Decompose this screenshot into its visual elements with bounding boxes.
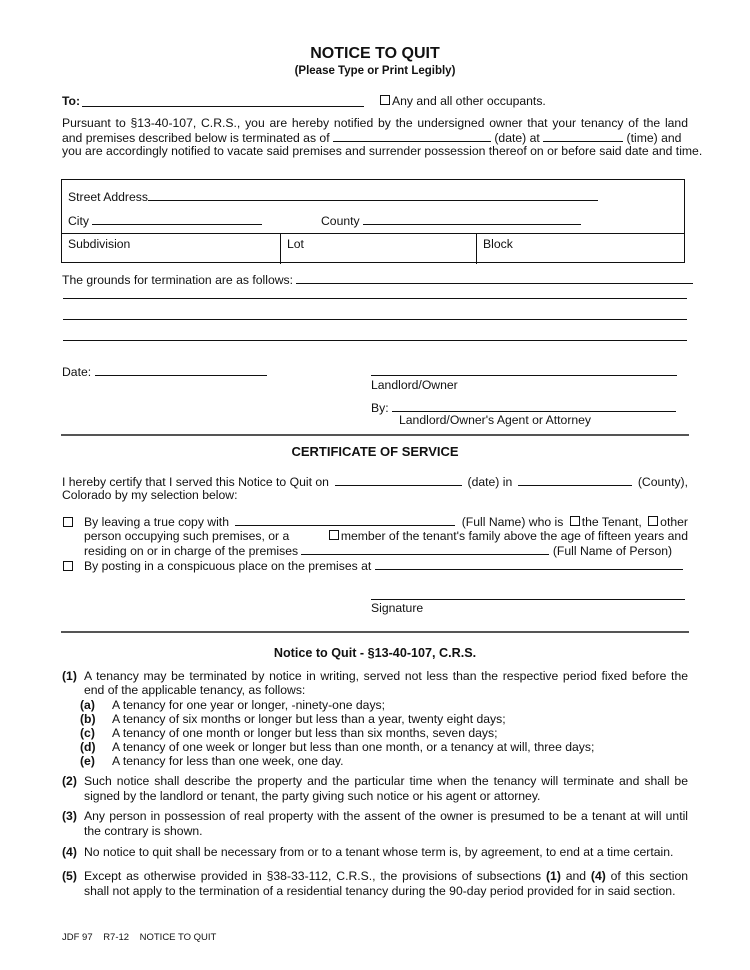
county-field[interactable]: [363, 213, 581, 225]
tenant-label: the Tenant,: [581, 515, 642, 529]
p5-part: and: [565, 869, 587, 883]
other-option[interactable]: [648, 515, 688, 529]
p4-number: (4): [62, 845, 77, 859]
other-checkbox[interactable]: [648, 516, 658, 526]
subdivision-label: Subdivision: [68, 237, 131, 251]
intro-date-label: and premises described below is terminated as of: [62, 131, 330, 145]
family-member-checkbox[interactable]: [329, 530, 339, 540]
grounds-line[interactable]: [63, 298, 687, 299]
p3-number: (3): [62, 809, 77, 823]
county-label: County: [321, 214, 360, 228]
statute-heading: Notice to Quit - §13-40-107, C.R.S.: [273, 646, 477, 660]
to-label: To:: [62, 94, 81, 108]
county-suffix: (County),: [637, 475, 688, 489]
divider: [280, 234, 281, 264]
document-title: NOTICE TO QUIT: [310, 45, 440, 62]
p5-number: (5): [62, 869, 77, 883]
grounds-row: [62, 272, 693, 287]
p2-number: (2): [62, 774, 77, 788]
street-row: [68, 189, 598, 204]
grounds-label: The grounds for termination are as follows:: [62, 273, 293, 287]
certificate-line-2: Colorado by my selection below:: [62, 488, 238, 502]
item-letter: (c): [80, 726, 95, 740]
grounds-field[interactable]: [296, 272, 693, 284]
lot-label: Lot: [287, 237, 304, 251]
posting-location-field[interactable]: [375, 558, 683, 570]
family-option[interactable]: [329, 529, 688, 543]
person-full-name-suffix: (Full Name of Person): [552, 544, 673, 558]
property-row-2: [62, 233, 684, 264]
divider: [476, 234, 477, 264]
p5-subsection-ref: (1): [545, 869, 561, 883]
family-member-label: member of the tenant's family above the age of fifteen years and: [340, 529, 688, 543]
occupants-checkbox[interactable]: [380, 95, 390, 105]
termination-date-field[interactable]: [333, 130, 491, 142]
date-row: [62, 364, 267, 379]
service-date-field[interactable]: [335, 474, 462, 486]
item-letter: (e): [80, 754, 95, 768]
grounds-line[interactable]: [63, 319, 687, 320]
intro-line-3: you are accordingly notified to vacate said premises and surrender possession thereof on or before said date and time.: [62, 144, 703, 158]
city-label: City: [68, 214, 89, 228]
landlord-signature-line[interactable]: [371, 375, 677, 376]
service-county-field[interactable]: [518, 474, 632, 486]
tenant-checkbox[interactable]: [570, 516, 580, 526]
agent-signature-field[interactable]: [392, 400, 676, 412]
intro-time-suffix: (time) and: [626, 131, 682, 145]
item-text: A tenancy for less than one week, one day.: [112, 754, 344, 768]
landlord-owner-label: Landlord/Owner: [371, 378, 458, 392]
signature-label: Signature: [371, 601, 424, 615]
date-field[interactable]: [95, 364, 267, 376]
block-label: Block: [483, 237, 513, 251]
occupant-text: person occupying such premises, or a: [84, 529, 290, 543]
option-1-line-2: [84, 529, 688, 543]
served-on-label: I hereby certify that I served this Notice to Quit on: [62, 475, 329, 489]
p5-part: of this section shall not apply to the termination of a residential tenancy during the 90-day period provided for in said section.: [84, 869, 689, 898]
p1-line-1: A tenancy may be terminated by notice in writing, served not less than the respective period fixed before the: [84, 669, 688, 683]
p5-subsection-ref: (4): [590, 869, 606, 883]
section-divider: [61, 631, 689, 633]
section-divider: [61, 434, 689, 436]
county-row: [321, 213, 581, 228]
posting-checkbox[interactable]: [63, 561, 73, 571]
footer: [62, 932, 216, 943]
intro-line-2: [62, 130, 681, 145]
p2-text: Such notice shall describe the property and the particular time when the tenancy will terminate and shall be signed by the landlord or tenant, the party giving such notice or his agent or attorney.: [84, 774, 688, 803]
street-address-label: Street Address: [68, 190, 148, 204]
property-box: [61, 179, 685, 263]
item-text: A tenancy for one year or longer, -ninety-one days;: [112, 698, 386, 712]
to-field[interactable]: [82, 95, 364, 107]
posting-label: By posting in a conspicuous place on the premises at: [84, 559, 372, 573]
intro-line-1: Pursuant to §13-40-107, C.R.S., you are hereby notified by the undersigned owner that your tenancy of the land: [62, 116, 688, 130]
item-text: A tenancy of one month or longer but less than six months, seven days;: [112, 726, 498, 740]
p1-line-2: end of the applicable tenancy, as follows:: [84, 683, 306, 697]
in-charge-label: residing on or in charge of the premises: [84, 544, 299, 558]
served-full-name-field[interactable]: [235, 514, 455, 526]
p1-number: (1): [62, 669, 77, 683]
item-letter: (d): [80, 740, 96, 754]
full-name-suffix: (Full Name) who is: [461, 515, 564, 529]
other-label: other: [660, 515, 688, 529]
form-id: JDF 97: [62, 932, 93, 943]
item-text: A tenancy of one week or longer but less than one month, or a tenancy at will, three days;: [112, 740, 595, 754]
option-1-line-1: [84, 514, 688, 529]
option-1-line-3: [84, 543, 672, 558]
form-name: NOTICE TO QUIT: [139, 932, 217, 943]
by-label: By:: [371, 401, 389, 415]
document-subtitle: (Please Type or Print Legibly): [294, 65, 456, 77]
tenant-option[interactable]: [570, 515, 642, 529]
form-revision: R7-12: [103, 932, 130, 943]
item-text: A tenancy of six months or longer but less than a year, twenty eight days;: [112, 712, 506, 726]
city-field[interactable]: [92, 213, 262, 225]
item-letter: (a): [80, 698, 95, 712]
option-2-line: [84, 558, 683, 573]
intro-time-label: (date) at: [494, 131, 540, 145]
street-address-field[interactable]: [148, 189, 598, 201]
p3-text: Any person in possession of real property with the assent of the owner is presumed to be a tenant at will until the contrary is shown.: [84, 809, 688, 838]
signature-line[interactable]: [371, 599, 685, 600]
certificate-heading: CERTIFICATE OF SERVICE: [291, 444, 459, 459]
p5-text: [84, 869, 688, 899]
occupants-label: Any and all other occupants.: [392, 94, 546, 108]
date-label: Date:: [62, 365, 92, 379]
item-letter: (b): [80, 712, 96, 726]
service-date-suffix: (date) in: [467, 475, 513, 489]
occupants-option[interactable]: [380, 94, 546, 108]
grounds-line[interactable]: [63, 340, 687, 341]
p4-text: No notice to quit shall be necessary from or to a tenant whose term is, by agreement, to end at a time certain.: [84, 845, 674, 859]
person-full-name-field[interactable]: [301, 543, 549, 555]
certificate-line-1: [62, 474, 688, 489]
agent-label: Landlord/Owner's Agent or Attorney: [399, 413, 592, 427]
termination-time-field[interactable]: [543, 130, 623, 142]
p5-part: Except as otherwise provided in §38-33-112, C.R.S., the provisions of subsections: [84, 869, 542, 883]
city-row: [68, 213, 262, 228]
leave-copy-checkbox[interactable]: [63, 517, 73, 527]
leave-copy-label: By leaving a true copy with: [84, 515, 229, 529]
